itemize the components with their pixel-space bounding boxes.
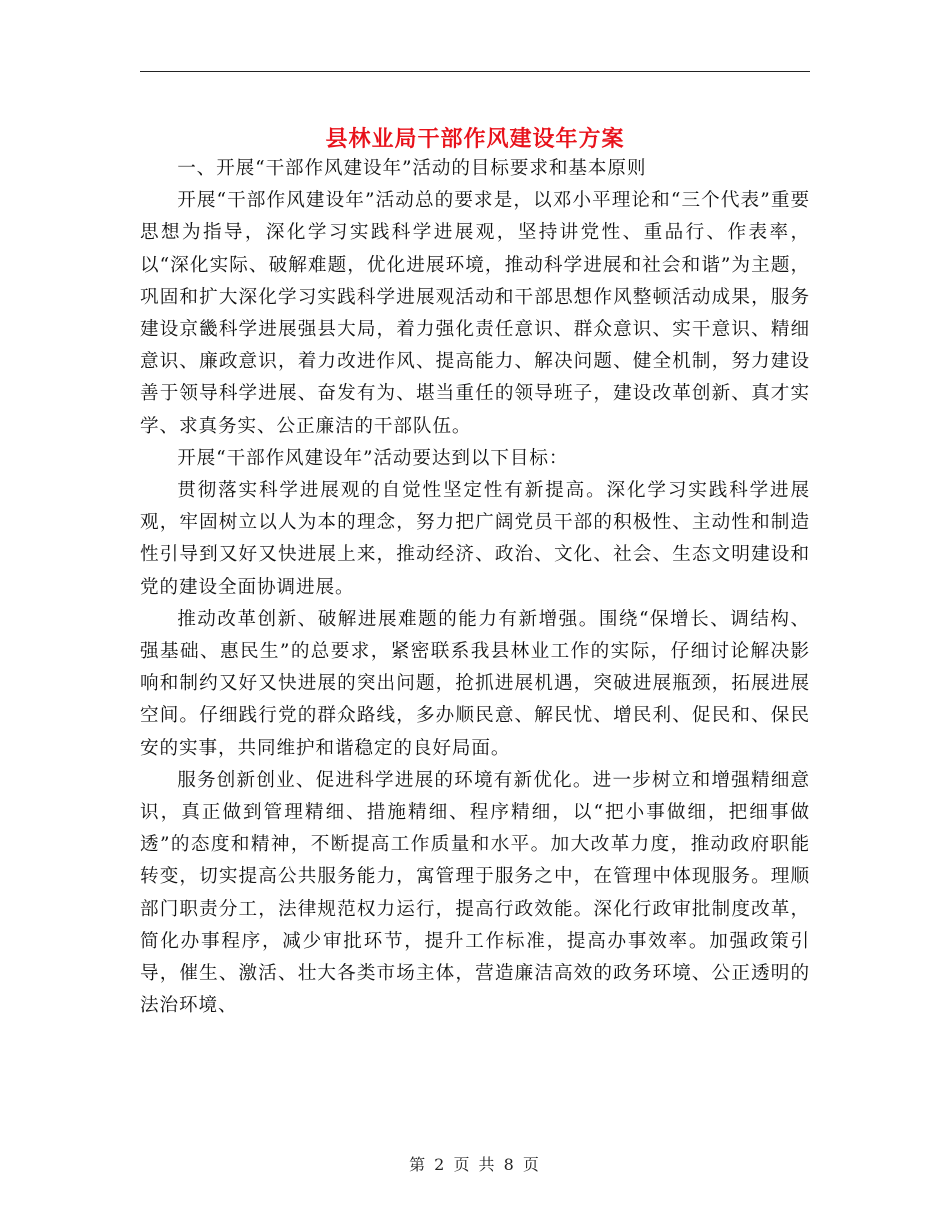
- paragraph-goal-2: 推动改革创新、破解进展难题的能力有新增强。围绕“保增长、调结构、强基础、惠民生”的总要求，紧密联系我县林业工作的实际，仔细讨论解决影响和制约又好又快进展的突出问题，抢抓进展机遇，突破进展瓶颈，拓展进展空间。仔细践行党的群众路线，多办顺民意、解民忧、增民利、促民和、保民安的实事，共同维护和谐稳定的良好局面。: [140, 608, 810, 759]
- section-heading: 一、开展“干部作风建设年”活动的目标要求和基本原则: [177, 158, 647, 179]
- document-body: [140, 153, 810, 1022]
- paragraph-goal-1: 贯彻落实科学进展观的自觉性坚定性有新提高。深化学习实践科学进展观，牢固树立以人为本的理念，努力把广阔党员干部的积极性、主动性和制造性引导到又好又快进展上来，推动经济、政治、文化、社会、生态文明建设和党的建设全面协调进展。: [140, 480, 810, 598]
- paragraph-goal-3: 服务创新创业、促进科学进展的环境有新优化。进一步树立和增强精细意识，真正做到管理精细、措施精细、程序精细，以“把小事做细，把细事做透”的态度和精神，不断提高工作质量和水平。加大改革力度，推动政府职能转变，切实提高公共服务能力，寓管理于服务之中，在管理中体现服务。理顺部门职责分工，法律规范权力运行，提高行政效能。深化行政审批制度改革，简化办事程序，减少审批环节，提升工作标准，提高办事效率。加强政策引导，催生、激活、壮大各类市场主体，营造廉洁高效的政务环境、公正透明的法治环境、: [140, 769, 810, 1017]
- page-number: 第 2 页 共 8 页: [409, 1155, 541, 1174]
- header-rule: [140, 71, 810, 72]
- paragraph-goals-intro: 开展“干部作风建设年”活动要达到以下目标：: [177, 447, 569, 469]
- document-title: 县林业局干部作风建设年方案: [325, 125, 625, 152]
- paragraph-requirements: 开展“干部作风建设年”活动总的要求是，以邓小平理论和“三个代表”重要思想为指导，深化学习实践科学进展观，坚持讲党性、重品行、作表率，以“深化实际、破解难题，优化进展环境，推动科学进展和社会和谐”为主题，巩固和扩大深化学习实践科学进展观活动和干部思想作风整顿活动成果，服务建设京畿科学进展强县大局，着力强化责任意识、群众意识、实干意识、精细意识、廉政意识，着力改进作风、提高能力、解决问题、健全机制，努力建设善于领导科学进展、奋发有为、堪当重任的领导班子，建设改革创新、真才实学、求真务实、公正廉洁的干部队伍。: [140, 190, 810, 437]
